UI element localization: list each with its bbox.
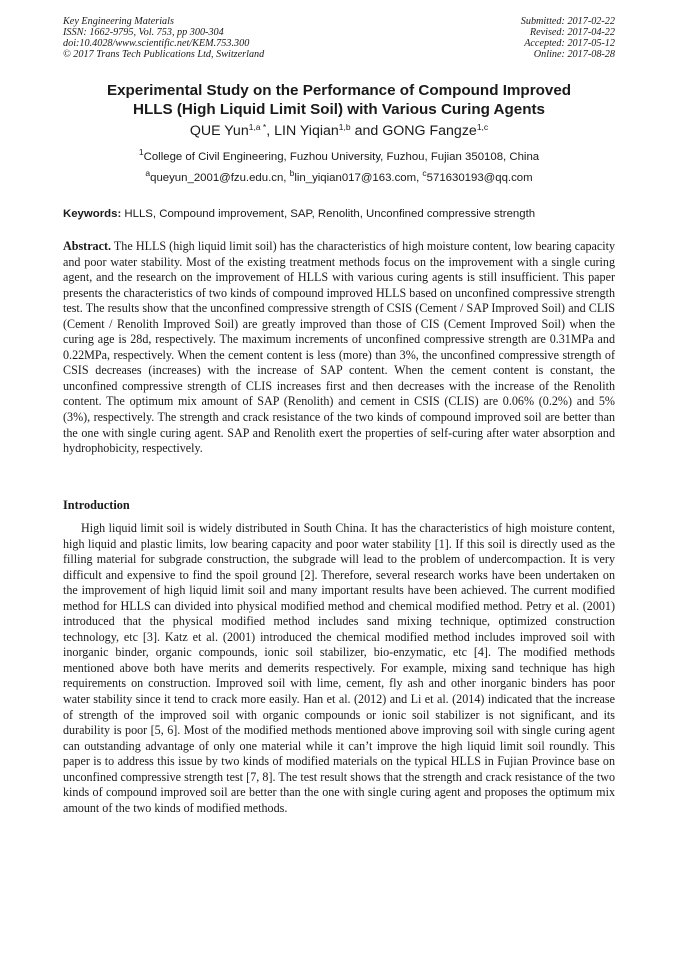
- journal-copyright: © 2017 Trans Tech Publications Ltd, Switzerland: [63, 49, 265, 61]
- author-emails: [30, 168, 648, 185]
- keywords-label: Keywords:: [63, 208, 122, 220]
- author-3-name: GONG Fangze: [382, 123, 477, 139]
- author-sep-2: and: [350, 123, 383, 139]
- journal-info: [63, 16, 264, 60]
- submission-dates: [521, 16, 615, 60]
- date-revised: Revised: 2017-04-22: [529, 27, 615, 39]
- abstract-label: Abstract.: [63, 239, 112, 253]
- author-2-name: LIN Yiqian: [274, 123, 339, 139]
- affiliation-sup: 1: [138, 147, 144, 157]
- email-a: queyun_2001@fzu.edu.cn,: [150, 172, 290, 184]
- affiliation: [30, 147, 648, 164]
- date-submitted: Submitted: 2017-02-22: [520, 16, 615, 27]
- email-c: 571630193@qq.com: [426, 172, 533, 184]
- author-sep-1: ,: [266, 123, 275, 139]
- author-1-name: QUE Yun: [189, 123, 249, 139]
- introduction-paragraph: High liquid limit soil is widely distributed in South China. It has the characteristics of high moisture content, high liquid and plastic limits, low bearing capacity and poor water stability [1]. If this soil is directly used as the filling material for subgrade construction, the subgrade will lead to the problem of undercompaction. It is very difficult and expensive to find the spoil ground [2]. Therefore, several research works have been undertaken on the improvement of high liquid limit soil and many important results have been achieved. The current modified method for HLLS can divided into physical modified method and chemical modified method. Petry et al. (2001) introduced that the physical modified method includes sand mixing technique, optimized construction technology, etc [3]. Katz et al. (2001) introduced the chemical modified method includes improved soil with inorganic binder, organic compounds, ionic soil stabilizer, bio-enzymatic, etc [4]. The modified methods mentioned above both have merits and demerits respectively. For example, mixing sand technique has high requirements on construction. Improved soil with lime, cement, fly ash and other inorganic binders has poor water stability since it tend to crack more easily. Han et al. (2012) and Li et al. (2014) indicated that the increase of strength of the improved soil with organic compounds or ionic soil stabilizer is not significant, and its durability is poor [5, 6]. Most of the modified methods mentioned above improving soil with single curing agent can outstanding advantage of only one material while it can’t improve the high liquid limit soil roundly. This paper is to address this issue by two kinds of modified materials on the typical HLLS in Fujian Province base on unconfined compressive strength test [7, 8]. The test result shows that the strength and crack resistance of the two kinds of compound improved soil are better than the one with single curing agent and proposes the optimum mix amount of the two kinds of modified methods.: [63, 521, 615, 815]
- abstract-text: The HLLS (high liquid limit soil) has the characteristics of high moisture content, low bearing capacity and poor water stability. Most of the existing treatment methods focus on the improvement with a single curing agent, and the research on the improvement of HLLS with various curing agents is still insufficient. This paper presents the characteristics of two kinds of compound improved HLLS based on unconfined compressive strength test. The results show that the unconfined compressive strength of CSIS (Cement / SAP Improved Soil) and CLIS (Cement / Renolith Improved Soil) are greatly improved than those of CIS (Cement Improved Soil) when the curing age is 28d, respectively. The maximum increments of unconfined compressive strength are 0.31MPa and 0.22MPa, respectively. When the cement content is less (more) than 3%, the unconfined compressive strength of CSIS decreases (increases) with the increase of SAP content. When the cement content is constant, the unconfined compressive strength of CLIS increases first and then decreases with the increase of the Renolith content. The optimum mix amount of SAP (Renolith) and cement in CSIS (CLIS) are 0.06% (0.2%) and 5% (3%), respectively. The strength and crack resistance of the two kinds of compound improved soil are better than the one with single curing agent. SAP and Renolith exert the properties of self-curing after water absorption and hydrophobicity, respectively.: [63, 239, 615, 456]
- date-online: Online: 2017-08-28: [533, 49, 615, 61]
- author-list: [40, 122, 638, 140]
- email-a-sup: a: [145, 168, 151, 178]
- journal-issn: ISSN: 1662-9795, Vol. 753, pp 300-304: [63, 27, 224, 39]
- affiliation-text: College of Civil Engineering, Fuzhou University, Fuzhou, Fujian 350108, China: [143, 151, 540, 163]
- journal-name: Key Engineering Materials: [63, 16, 174, 27]
- journal-doi: doi:10.4028/www.scientific.net/KEM.753.300: [63, 38, 250, 50]
- keywords-text: HLLS, Compound improvement, SAP, Renolith, Unconfined compressive strength: [121, 208, 536, 220]
- author-2-sup: 1,b: [338, 122, 351, 132]
- title-line-2: HLLS (High Liquid Limit Soil) with Various Curing Agents: [132, 101, 545, 118]
- paper-title: [40, 81, 638, 119]
- email-c-sup: c: [422, 168, 427, 178]
- title-line-1: Experimental Study on the Performance of Compound Improved: [106, 82, 572, 99]
- email-b-sup: b: [289, 168, 295, 178]
- author-1-sup: 1,a *: [248, 122, 267, 132]
- introduction-heading: Introduction: [63, 498, 130, 512]
- keywords: [63, 207, 615, 221]
- date-accepted: Accepted: 2017-05-12: [524, 38, 615, 50]
- email-b: lin_yiqian017@163.com,: [294, 172, 423, 184]
- author-3-sup: 1,c: [476, 122, 489, 132]
- abstract: [63, 239, 615, 457]
- journal-header: [63, 16, 615, 60]
